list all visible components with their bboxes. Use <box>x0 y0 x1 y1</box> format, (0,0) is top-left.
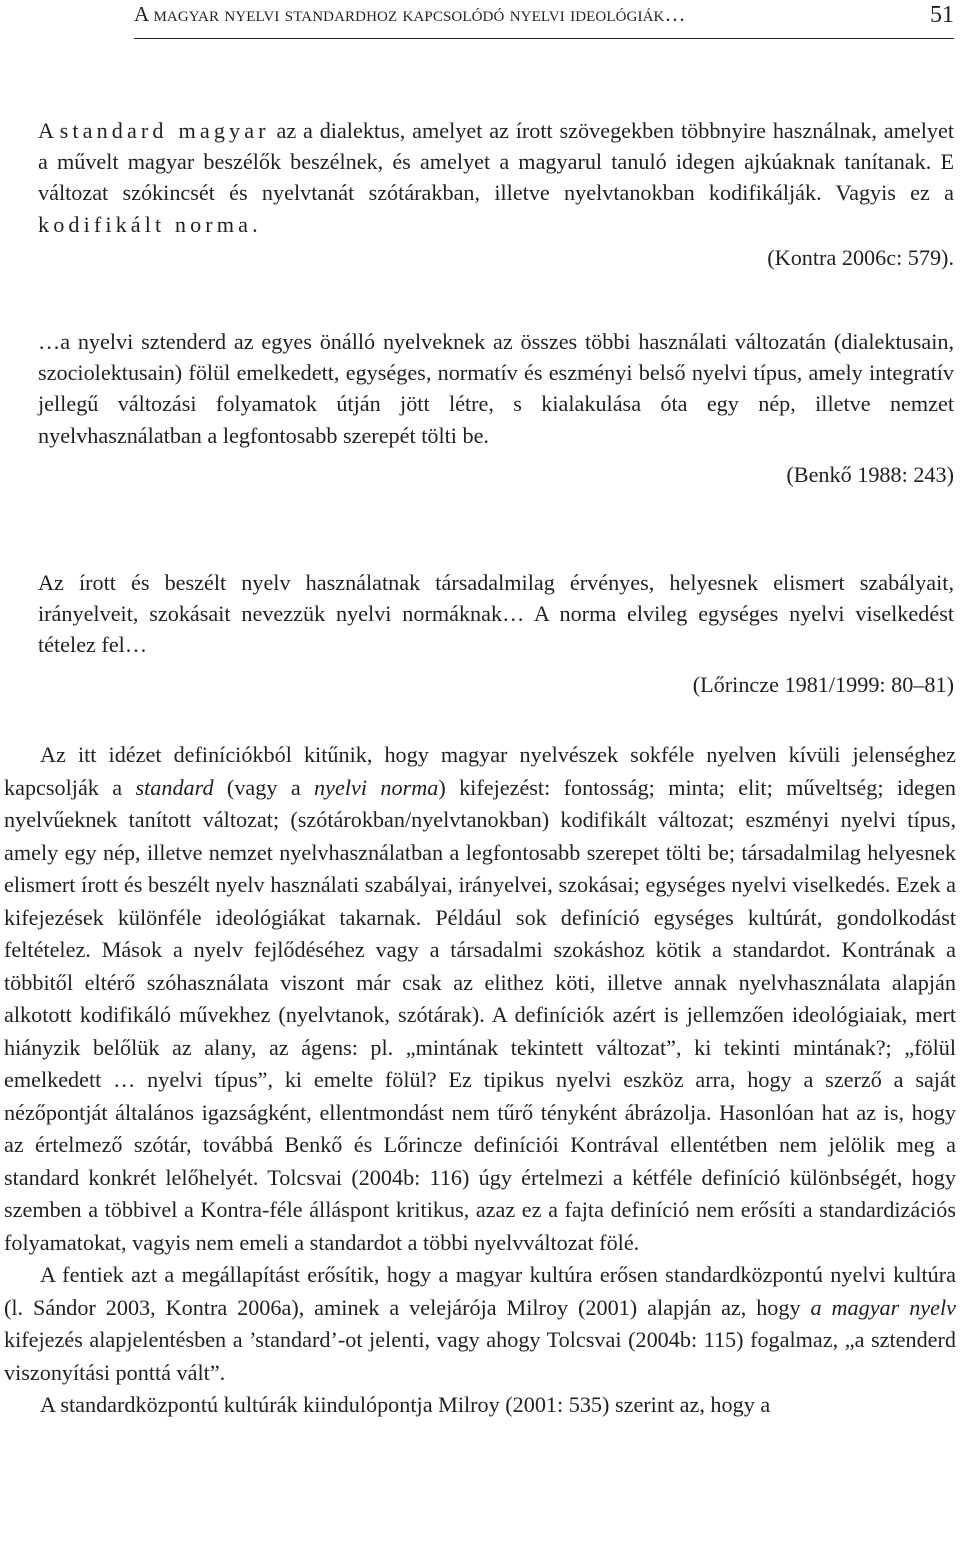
quote-citation: (Kontra 2006c: 579). <box>767 244 954 270</box>
italic-term: standard <box>135 774 214 800</box>
block-quote-kontra <box>38 115 954 273</box>
quote-text: Az írott és beszélt nyelv használatnak társadalmilag érvényes, helyesnek elismert szabályait, irányelveit, szokásait nevezzük nyelvi normáknak… A norma elvileg egységes nyelvi viselkedést tételez fel… <box>38 570 954 658</box>
page-number: 51 <box>930 2 954 28</box>
header-rule <box>134 38 954 39</box>
quote-citation: (Lőrincze 1981/1999: 80–81) <box>692 671 954 697</box>
spaced-term-kodifikalt-norma: kodifikált norma <box>38 211 253 237</box>
body-text-part: Az itt idézet definíciókból kitűnik, hogy magyar nyelvészek sokféle nyelven kívüli jelenséghez kapcsolják a <box>4 742 956 800</box>
block-quote-lorincze <box>38 567 954 700</box>
page-header <box>134 0 954 40</box>
body-text-part: ) kifejezést: fontosság; minta; elit; műveltség; idegen nyelvűeknek tanított változat; (szótárokban/nyelvtanokban) kodifikált változat; eszményi nyelvi típus, amely egy nép, illetve nemzet nyelvhasználatban a legfontosabb szerepet tölti be; társadalmilag helyesnek elismert írott és beszélt nyelv használati szabályai, irányelvei, szokásai; egységes nyelvi viselkedés. Ezek a kifejezések különféle ideológiákat takarnak. Például sok definíció egységes kultúrát, gondolkodást feltételez. Mások a nyelv fejlődéséhez vagy a társadalmi szokáshoz kötik a standardot. Kontrának a többitől eltérő szóhasználata viszont már csak az elithez köti, illetve annak nyelvhasználata alapján alkotott kodifikáló művekhez (nyelvtanok, szótárak). A definíciók azért is jellemzően ideológiaiak, mert hiányzik belőlük az alany, az ágens: pl. „mintának tekintett változat”, ki tekinti mintának?; „fölül emelkedett … nyelvi típus”, ki emelte fölül? Ez tipikus nyelvi eszköz arra, hogy a szerző a saját nézőpontját általános igazságként, ellentmondást nem tűrő tényként ábrázolja. Hasonlóan hat az is, hogy az értelmező szótár, továbbá Benkő és Lőrincze definíciói Kontrával ellentétben nem jelölik meg a standard konkrét lelőhelyét. Tolcsvai (2004b: 116) úgy értelmezi a kétféle definíció különbségét, hogy szemben a többivel a Kontra-féle álláspont kritikus, azaz ez a fajta definíció nem erősíti a standardizációs folyamatokat, vagyis nem emeli a standardot a többi nyelvváltozat fölé. <box>4 774 957 1255</box>
italic-term: a magyar nyelv <box>810 1294 956 1320</box>
body-text <box>4 739 956 1422</box>
body-paragraph: A standardközpontú kultúrák kiindulópontja Milroy (2001: 535) szerint az, hogy a <box>40 1392 771 1417</box>
spaced-term-standard-magyar: standard magyar <box>59 118 270 143</box>
quote-text-part: . <box>252 211 258 237</box>
body-text-part: (vagy a <box>213 774 315 800</box>
block-quote-benko <box>38 326 954 490</box>
quote-text-part: A <box>38 118 60 143</box>
body-paragraph <box>4 1259 956 1389</box>
italic-term: nyelvi norma <box>314 774 439 800</box>
body-text-part: A fentiek azt a megállapítást erősítik, hogy a magyar kultúra erősen standardközpontú nyelvi kultúra (l. Sándor 2003, Kontra 2006a), aminek a velejárója Milroy (2001) alapján az, hogy <box>4 1262 956 1320</box>
body-paragraph <box>4 739 956 1259</box>
body-text-part: kifejezés alapjelentésben a ’standard’-ot jelenti, vagy ahogy Tolcsvai (2004b: 115) fogalmaz, „a sztenderd viszonyítási ponttá vált”. <box>4 1327 956 1385</box>
quote-citation: (Benkő 1988: 243) <box>786 461 954 487</box>
quote-text <box>38 115 954 240</box>
quote-text-part: az a dialektus, amelyet az írott szövegekben többnyire használnak, amelyet a művelt magyar beszélők beszélnek, és amelyet a magyarul tanuló idegen ajkúaknak tanítanak. E változat szókincsét és nyelvtanát szótárakban, illetve nyelvtanokban kodifikálják. Vagyis ez a <box>38 118 954 206</box>
quote-text: …a nyelvi sztenderd az egyes önálló nyelveknek az összes többi használati változatán (dialektusain, szociolektusain) fölül emelkedett, egységes, normatív és eszményi belső nyelvi típus, amely integratív jellegű változási folyamatok útján jött létre, s kialakulása óta egy nép, illetve nemzet nyelvhasználatban a legfontosabb szerepét tölti be. <box>38 329 954 448</box>
running-head: A magyar nyelvi standardhoz kapcsolódó nyelvi ideológiák… <box>134 2 686 26</box>
